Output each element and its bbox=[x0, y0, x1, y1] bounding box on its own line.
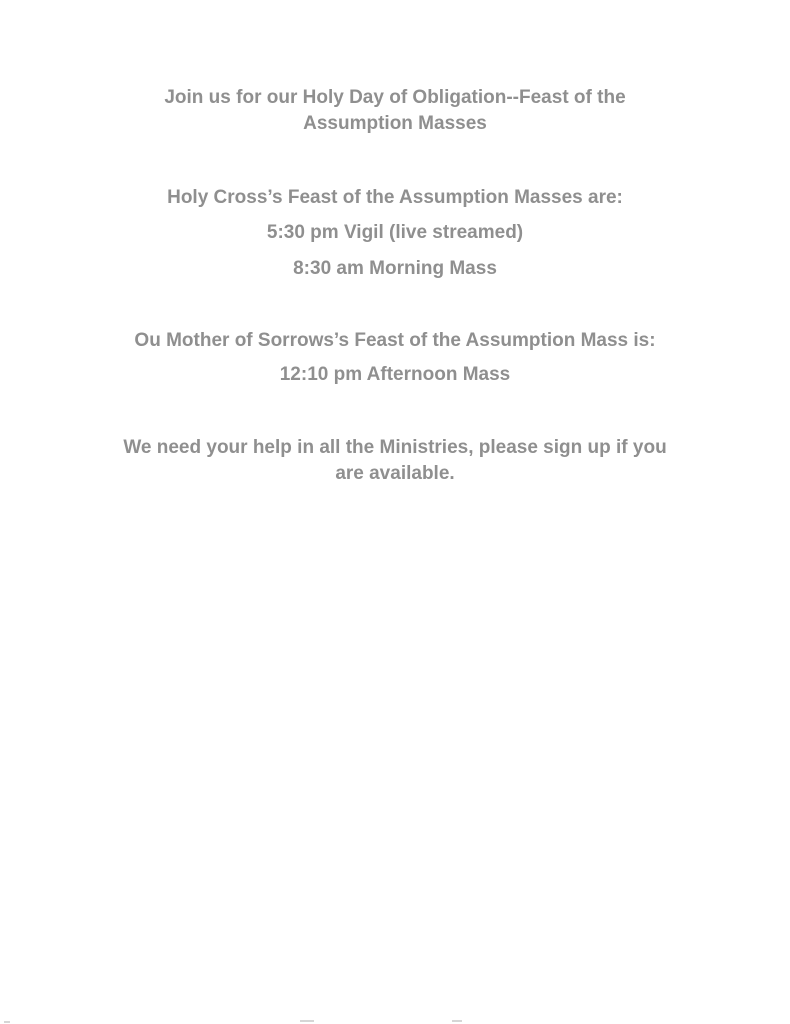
volunteer-line-2: are available. bbox=[335, 463, 455, 484]
holy-cross-morning-mass: 8:30 am Morning Mass bbox=[293, 258, 497, 279]
mother-of-sorrows-afternoon-mass: 12:10 pm Afternoon Mass bbox=[279, 364, 511, 385]
volunteer-line-1: We need your help in all the Ministries, please sign up if you bbox=[123, 437, 667, 458]
heading-line-1: Join us for our Holy Day of Obligation--Feast of the bbox=[164, 87, 626, 108]
mother-of-sorrows-title: Ou Mother of Sorrows’s Feast of the Assumption Mass is: bbox=[134, 330, 656, 351]
scan-speck bbox=[4, 1021, 10, 1023]
holy-cross-vigil-mass: 5:30 pm Vigil (live streamed) bbox=[266, 222, 524, 243]
scan-speck bbox=[452, 1020, 462, 1022]
heading-line-2: Assumption Masses bbox=[303, 113, 487, 134]
scan-speck bbox=[300, 1020, 314, 1022]
holy-cross-title: Holy Cross’s Feast of the Assumption Masses are: bbox=[167, 187, 623, 208]
